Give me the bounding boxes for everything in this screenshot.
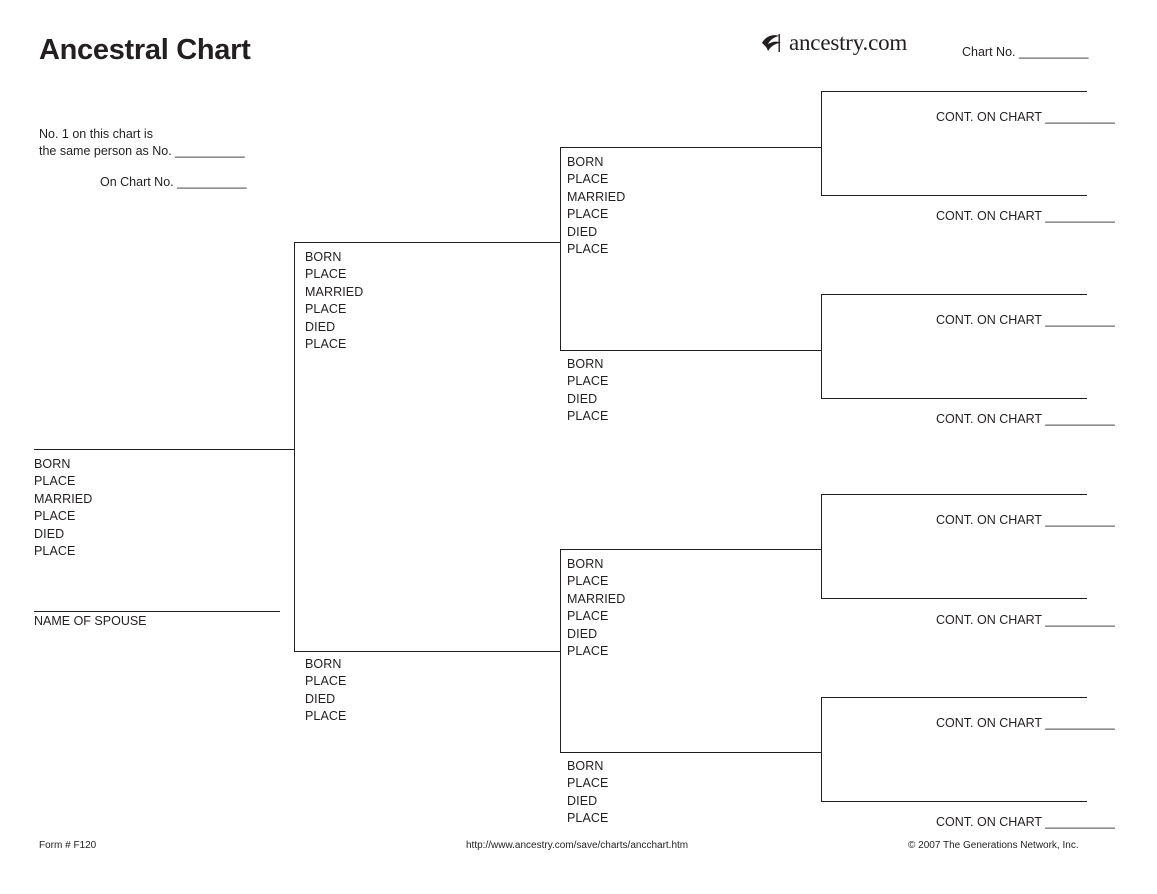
rule-gen4-1-top (821, 91, 1087, 92)
person-1-field-married[interactable]: MARRIED (34, 491, 93, 506)
person-4-field-place1[interactable]: PLACE (567, 172, 609, 187)
rule-person-6-name (560, 549, 821, 550)
form-number: Form # F120 (39, 840, 97, 851)
person-7-field-born[interactable]: BORN (567, 759, 604, 773)
rule-person-3-name (294, 651, 560, 652)
ancestry-brand-text: ancestry.com (789, 30, 908, 55)
person-2-field-place2[interactable]: PLACE (305, 302, 347, 317)
person-4-field-married[interactable]: MARRIED (567, 189, 626, 204)
rule-gen4-3-bottom (821, 598, 1087, 599)
person-2-field-married[interactable]: MARRIED (305, 284, 364, 299)
person-1-field-place1[interactable]: PLACE (34, 474, 76, 489)
rule-gen4-2-top (821, 294, 1087, 295)
person-4-field-born[interactable]: BORN (567, 155, 604, 169)
person-5-fields (567, 356, 609, 426)
connector-gen4-1-vertical (821, 91, 822, 195)
connector-gen2-lower-vertical (560, 549, 561, 752)
person-4-field-place3[interactable]: PLACE (567, 242, 609, 257)
rule-gen4-3-top (821, 494, 1087, 495)
page-title: Ancestral Chart (39, 34, 251, 66)
person-3-field-place1[interactable]: PLACE (305, 674, 347, 689)
rule-person-7-name (560, 752, 821, 753)
person-2-field-place3[interactable]: PLACE (305, 337, 347, 352)
person-1-field-died[interactable]: DIED (34, 526, 65, 541)
rule-gen4-1-bottom (821, 195, 1087, 196)
rule-person-5-name (560, 350, 821, 351)
rule-spouse-name (34, 611, 280, 612)
person-7-fields (567, 758, 609, 828)
rule-gen4-4-bottom (821, 801, 1087, 802)
person-1-fields (34, 456, 92, 560)
note-on-chart-no[interactable]: On Chart No. __________ (100, 175, 247, 189)
rule-person-2-name (294, 242, 560, 243)
copyright-notice: © 2007 The Generations Network, Inc. (908, 840, 1079, 851)
person-6-fields (567, 556, 625, 660)
person-5-field-died[interactable]: DIED (567, 391, 598, 406)
person-6-field-married[interactable]: MARRIED (567, 591, 626, 606)
person-7-field-place1[interactable]: PLACE (567, 776, 609, 791)
spouse-name-label[interactable]: NAME OF SPOUSE (34, 614, 147, 628)
person-3-fields (305, 656, 347, 726)
person-2-field-died[interactable]: DIED (305, 319, 336, 334)
rule-gen4-4-top (821, 697, 1087, 698)
person-2-field-place1[interactable]: PLACE (305, 267, 347, 282)
person-7-field-died[interactable]: DIED (567, 793, 598, 808)
person-4-field-place2[interactable]: PLACE (567, 207, 609, 222)
rule-gen4-2-bottom (821, 398, 1087, 399)
cont-on-chart-2[interactable]: CONT. ON CHART __________ (936, 209, 1115, 223)
rule-person-1-name (34, 449, 294, 450)
person-4-field-died[interactable]: DIED (567, 224, 598, 239)
cont-on-chart-8[interactable]: CONT. ON CHART __________ (936, 815, 1115, 829)
chart-number-field[interactable]: Chart No. __________ (962, 45, 1089, 59)
person-5-field-born[interactable]: BORN (567, 357, 604, 371)
person-3-field-place2[interactable]: PLACE (305, 709, 347, 724)
person-1-field-place2[interactable]: PLACE (34, 509, 76, 524)
connector-gen2-upper-vertical (560, 147, 561, 350)
person-6-field-place2[interactable]: PLACE (567, 609, 609, 624)
cont-on-chart-1[interactable]: CONT. ON CHART __________ (936, 110, 1115, 124)
note-line-2[interactable]: the same person as No. __________ (39, 144, 245, 158)
person-3-field-died[interactable]: DIED (305, 691, 336, 706)
person-1-field-place3[interactable]: PLACE (34, 544, 76, 559)
cont-on-chart-4[interactable]: CONT. ON CHART __________ (936, 412, 1115, 426)
person-2-fields (305, 249, 363, 353)
cont-on-chart-5[interactable]: CONT. ON CHART __________ (936, 513, 1115, 527)
person-7-field-place2[interactable]: PLACE (567, 811, 609, 826)
source-url[interactable]: http://www.ancestry.com/save/charts/ancchart.htm (466, 840, 689, 851)
person-5-field-place2[interactable]: PLACE (567, 409, 609, 424)
chart-reference-note (39, 126, 245, 160)
person-3-field-born[interactable]: BORN (305, 657, 342, 671)
note-line-1: No. 1 on this chart is (39, 127, 153, 141)
cont-on-chart-3[interactable]: CONT. ON CHART __________ (936, 313, 1115, 327)
connector-gen4-4-vertical (821, 697, 822, 801)
person-6-field-place1[interactable]: PLACE (567, 574, 609, 589)
person-6-field-born[interactable]: BORN (567, 557, 604, 571)
connector-gen1-vertical (294, 242, 295, 652)
cont-on-chart-6[interactable]: CONT. ON CHART __________ (936, 613, 1115, 627)
connector-gen4-2-vertical (821, 294, 822, 398)
ancestry-leaf-icon (758, 30, 784, 56)
person-4-fields (567, 154, 625, 258)
person-6-field-place3[interactable]: PLACE (567, 644, 609, 659)
person-2-field-born[interactable]: BORN (305, 250, 342, 264)
person-6-field-died[interactable]: DIED (567, 626, 598, 641)
person-5-field-place1[interactable]: PLACE (567, 374, 609, 389)
cont-on-chart-7[interactable]: CONT. ON CHART __________ (936, 716, 1115, 730)
person-1-field-born[interactable]: BORN (34, 457, 71, 471)
connector-gen4-3-vertical (821, 494, 822, 598)
ancestry-brand (758, 30, 907, 56)
rule-person-4-name (560, 147, 821, 148)
